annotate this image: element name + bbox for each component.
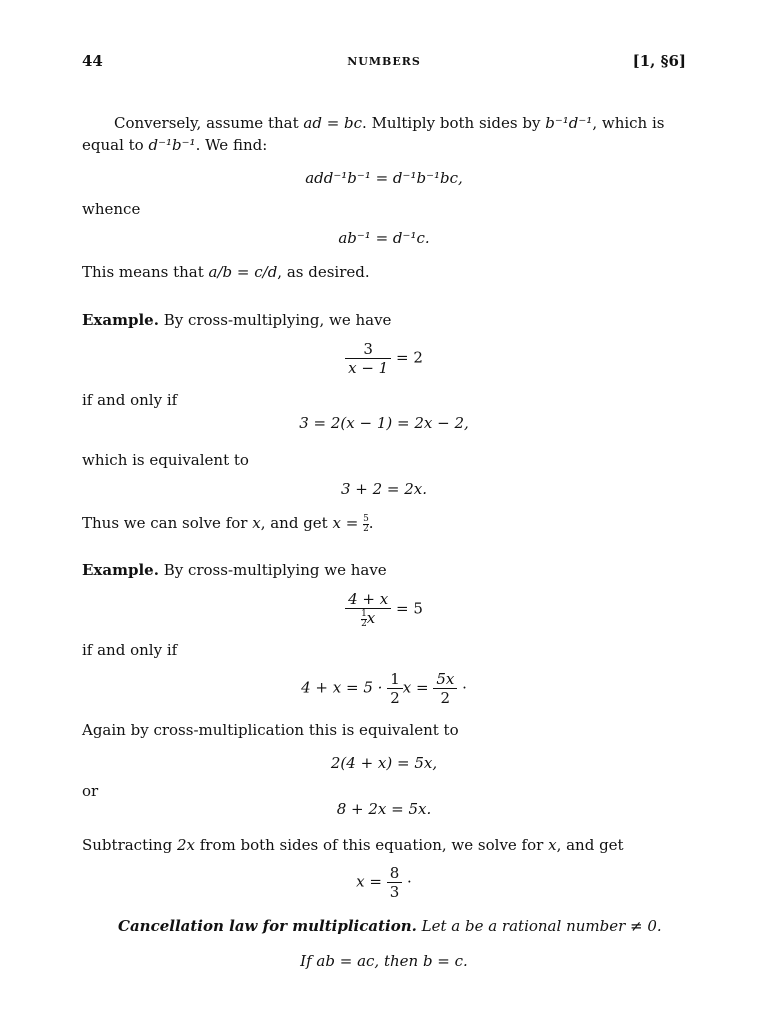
section-ref: [1, §6]	[632, 52, 686, 70]
equation-2: ab⁻¹ = d⁻¹c.	[338, 229, 430, 247]
text-iff-1: if and only if	[82, 391, 178, 409]
text-iff-2: if and only if	[82, 641, 178, 659]
equation-8: x = $\frac{8}{3}$ ·	[356, 864, 412, 901]
running-head: NUMBERS	[347, 55, 421, 68]
text-again: Again by cross-multiplication this is equivalent to	[82, 721, 459, 739]
equation-5: 4 + x = 5 · $\frac{1}{2}$ x = $\frac{5x}{2}$ ·	[301, 670, 467, 707]
fraction-5x-over-2: $\frac{5x}{2}$	[433, 670, 457, 707]
text-or: or	[82, 782, 99, 800]
text-whence: whence	[82, 200, 141, 218]
fraction-5-over-2: $\frac{5}{2}$	[363, 513, 369, 534]
paragraph-solve-1: Thus we can solve for x, and get x = $\frac{5}{2}$ .	[82, 513, 374, 534]
fraction-1-over-2: $\frac{1}{2}$	[387, 670, 403, 707]
equation-3: 3 = 2(x − 1) = 2x − 2,	[299, 414, 469, 432]
text-equivalent-1: which is equivalent to	[82, 451, 249, 469]
equation-ex2-fraction: 4 + x $\frac{1}{2}$ x = 5	[0, 590, 768, 629]
example-2-intro: Example. By cross-multiplying we have	[82, 561, 387, 579]
cancellation-law-statement: If ab = ac, then b = c.	[300, 952, 468, 970]
equation-1: add⁻¹b⁻¹ = d⁻¹b⁻¹bc,	[305, 169, 463, 187]
fraction-8-over-3: $\frac{8}{3}$	[387, 864, 403, 901]
equation-4: 3 + 2 = 2x.	[340, 480, 428, 498]
paragraph-subtracting: Subtracting 2x from both sides of this equation, we solve for x, and get	[82, 836, 624, 854]
paragraph-converse: Conversely, assume that ad = bc. Multiply both sides by b⁻¹d⁻¹, which is equal to d⁻¹b⁻¹. We find:	[82, 114, 665, 154]
example-1-intro: Example. By cross-multiplying, we have	[82, 311, 392, 329]
equation-7: 8 + 2x = 5x.	[336, 800, 432, 818]
equation-6: 2(4 + x) = 5x,	[330, 754, 438, 772]
paragraph-means: This means that a/b = c/d, as desired.	[82, 263, 370, 281]
page-number: 44	[82, 52, 103, 70]
fraction-3-over-x-minus-1: $\frac{3}{x - 1}$	[345, 340, 391, 377]
cancellation-law-heading: Cancellation law for multiplication. Let a be a rational number ≠ 0.	[118, 917, 662, 935]
equation-ex1-fraction: $\frac{3}{x - 1}$ = 2	[0, 340, 768, 377]
fraction-4-plus-x-over-half-x: 4 + x $\frac{1}{2}$ x	[345, 590, 391, 629]
